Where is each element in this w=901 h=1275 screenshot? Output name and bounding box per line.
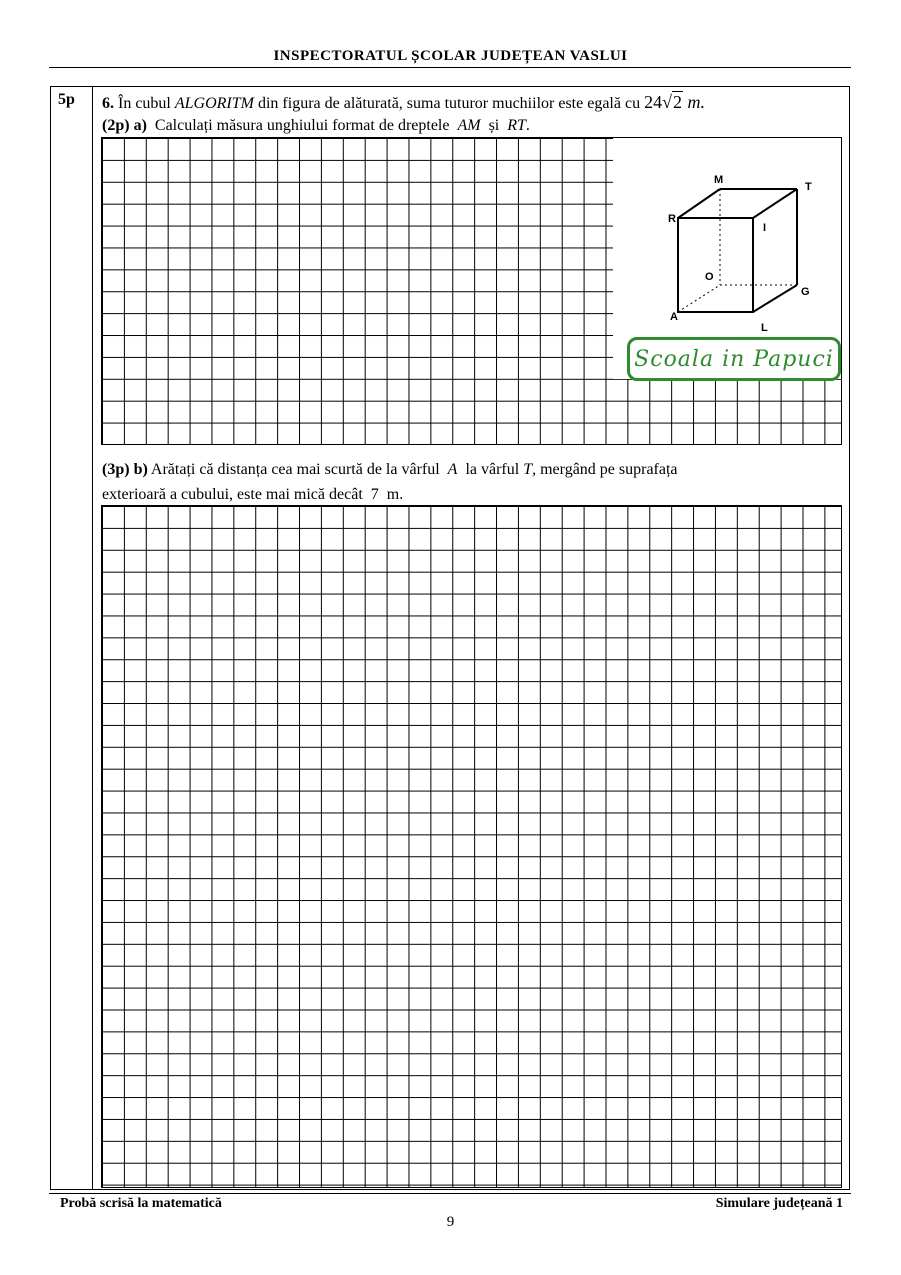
part-b-text4: exterioară a cubului, este mai mică decât <box>102 486 363 503</box>
distance-unit: m. <box>386 486 404 503</box>
intro-part1: În cubul <box>118 95 171 112</box>
watermark-stamp: Scoala in Papuci <box>627 337 841 381</box>
part-b-text3: , mergând pe suprafața <box>532 461 678 478</box>
radicand: 2 <box>672 92 682 112</box>
part-b-letter: b) <box>133 461 148 478</box>
radical <box>662 92 683 113</box>
part-b-text2: la vârful <box>465 461 520 478</box>
label-t: T <box>805 181 812 193</box>
part-b-statement-line2 <box>102 486 403 504</box>
vertex-t: T <box>523 461 533 478</box>
radical-sign: √ <box>662 92 672 112</box>
footer-subject: Probă scrisă la matematică <box>60 1196 222 1211</box>
problem-statement <box>102 92 705 113</box>
problem-points: 5p <box>58 91 75 108</box>
answer-grid-b[interactable] <box>101 505 842 1188</box>
label-a: A <box>670 311 678 323</box>
label-i: I <box>763 222 767 234</box>
edge-sum-value <box>644 92 705 112</box>
cube-name: ALGORITM <box>174 95 254 112</box>
label-m: M <box>714 174 724 186</box>
distance-limit: 7 <box>370 486 379 503</box>
label-g: G <box>801 286 810 298</box>
label-o: O <box>705 271 714 283</box>
label-r: R <box>668 213 676 225</box>
intro-part2: din figura de alăturată, suma tuturor muchiilor este egală cu <box>257 95 641 112</box>
part-b-statement-line1 <box>102 461 678 479</box>
part-a-text: Calculați măsura unghiului format de dreptele <box>154 117 450 134</box>
value-coeff: 24 <box>644 92 663 112</box>
part-a-conj: și <box>488 117 500 134</box>
value-unit: m. <box>687 92 705 112</box>
vertex-a: A <box>447 461 458 478</box>
part-a-end: . <box>525 117 530 134</box>
label-l: L <box>761 322 768 334</box>
part-b-score: (3p) <box>102 461 130 478</box>
problem-number: 6. <box>102 95 114 112</box>
part-a-statement <box>102 117 530 135</box>
line-am: AM <box>457 117 481 134</box>
part-a-score: (2p) <box>102 117 130 134</box>
points-column-divider <box>92 86 93 1190</box>
header-divider <box>49 67 851 68</box>
page-header: INSPECTORATUL ȘCOLAR JUDEȚEAN VASLUI <box>273 48 628 64</box>
footer-exam: Simulare județeană 1 <box>715 1196 843 1211</box>
part-a-letter: a) <box>133 117 147 134</box>
front-face <box>678 218 753 312</box>
footer-divider <box>49 1193 851 1194</box>
part-b-text1: Arătați că distanța cea mai scurtă de la vârful <box>150 461 440 478</box>
page-number: 9 <box>446 1214 455 1230</box>
line-rt: RT <box>507 117 526 134</box>
